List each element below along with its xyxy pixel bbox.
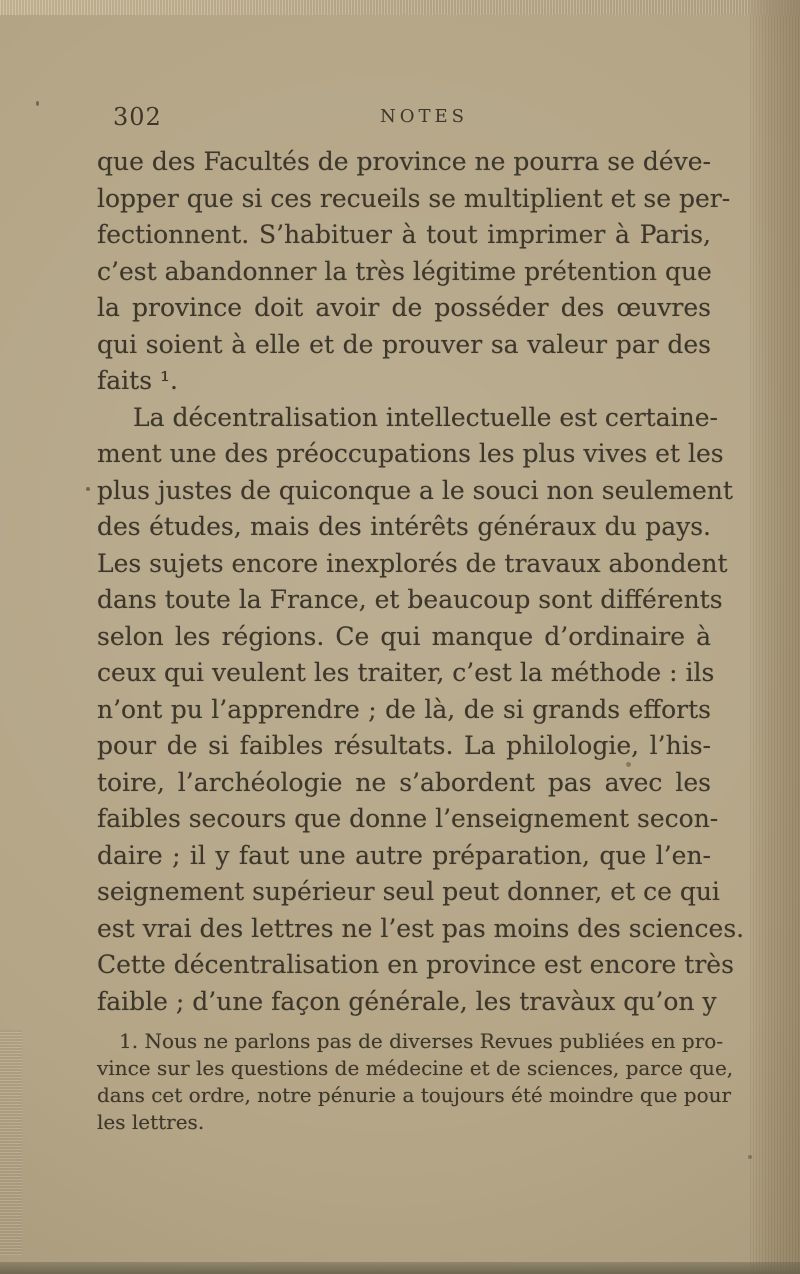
body-text-line: fectionnent. S’habituer à tout imprimer à Paris, bbox=[97, 220, 711, 249]
scan-bottom-strip bbox=[0, 1262, 800, 1274]
body-text-line: des études, mais des intérêts généraux du pays. bbox=[97, 512, 711, 541]
body-text-line: n’ont pu l’apprendre ; de là, de si grands efforts bbox=[97, 694, 711, 724]
body-text-line: est vrai des lettres ne l’est pas moins des sciences. bbox=[97, 913, 745, 943]
body-text-line: toire, l’archéologie ne s’abordent pas avec les bbox=[97, 767, 711, 797]
footnote-line: 1. Nous ne parlons pas de diverses Revues publiées en pro- bbox=[119, 1029, 724, 1053]
running-title: NOTES bbox=[380, 106, 468, 127]
footnote-line: vince sur les questions de médecine et de sciences, parce que, bbox=[97, 1056, 734, 1080]
footnote-line: dans cet ordre, notre pénurie a toujours été moindre que pour bbox=[97, 1083, 732, 1107]
body-text-line: faible ; d’une façon générale, les travàux qu’on y bbox=[97, 986, 717, 1016]
page-number: 302 bbox=[113, 103, 162, 131]
body-text-line: plus justes de quiconque a le souci non seulement bbox=[97, 475, 733, 505]
page-left-edge-texture bbox=[0, 1030, 22, 1255]
body-text-line: faits ¹. bbox=[97, 366, 178, 395]
page-header bbox=[0, 103, 800, 133]
body-text-line: dans toute la France, et beaucoup sont différents bbox=[97, 585, 723, 614]
body-text-line: Cette décentralisation en province est encore très bbox=[97, 950, 734, 979]
body-text-line: lopper que si ces recueils se multiplient et se per- bbox=[97, 183, 731, 213]
body-text-line: faibles secours que donne l’enseignement secon- bbox=[97, 804, 719, 833]
body-text-line: seignement supérieur seul peut donner, et ce qui bbox=[97, 877, 720, 906]
paper-speck bbox=[86, 487, 90, 491]
body-text-line: c’est abandonner la très légitime prétention que bbox=[97, 256, 712, 286]
body-text-line: ceux qui veulent les traiter, c’est la méthode : ils bbox=[97, 658, 715, 687]
body-text-line: ment une des préoccupations les plus vives et les bbox=[97, 439, 724, 468]
body-text-line: que des Facultés de province ne pourra se déve- bbox=[97, 147, 711, 176]
body-text bbox=[97, 144, 745, 1020]
page-top-edge-texture bbox=[0, 0, 800, 15]
book-fore-edge-band bbox=[750, 0, 800, 1274]
body-text-line: pour de si faibles résultats. La philologie, l’his- bbox=[97, 731, 711, 760]
body-text-line: selon les régions. Ce qui manque d’ordinaire à bbox=[97, 621, 711, 651]
body-text-line: Les sujets encore inexplorés de travaux abondent bbox=[97, 548, 728, 578]
body-text-line: qui soient à elle et de prouver sa valeur par des bbox=[97, 329, 711, 359]
footnote-line: les lettres. bbox=[97, 1110, 205, 1134]
body-text-line: la province doit avoir de posséder des œuvres bbox=[97, 293, 711, 322]
body-text-line: daire ; il y faut une autre préparation, que l’en- bbox=[97, 840, 711, 870]
paper-speck bbox=[748, 1155, 752, 1159]
footnote bbox=[97, 1028, 734, 1136]
body-text-line: La décentralisation intellectuelle est certaine- bbox=[133, 402, 718, 432]
